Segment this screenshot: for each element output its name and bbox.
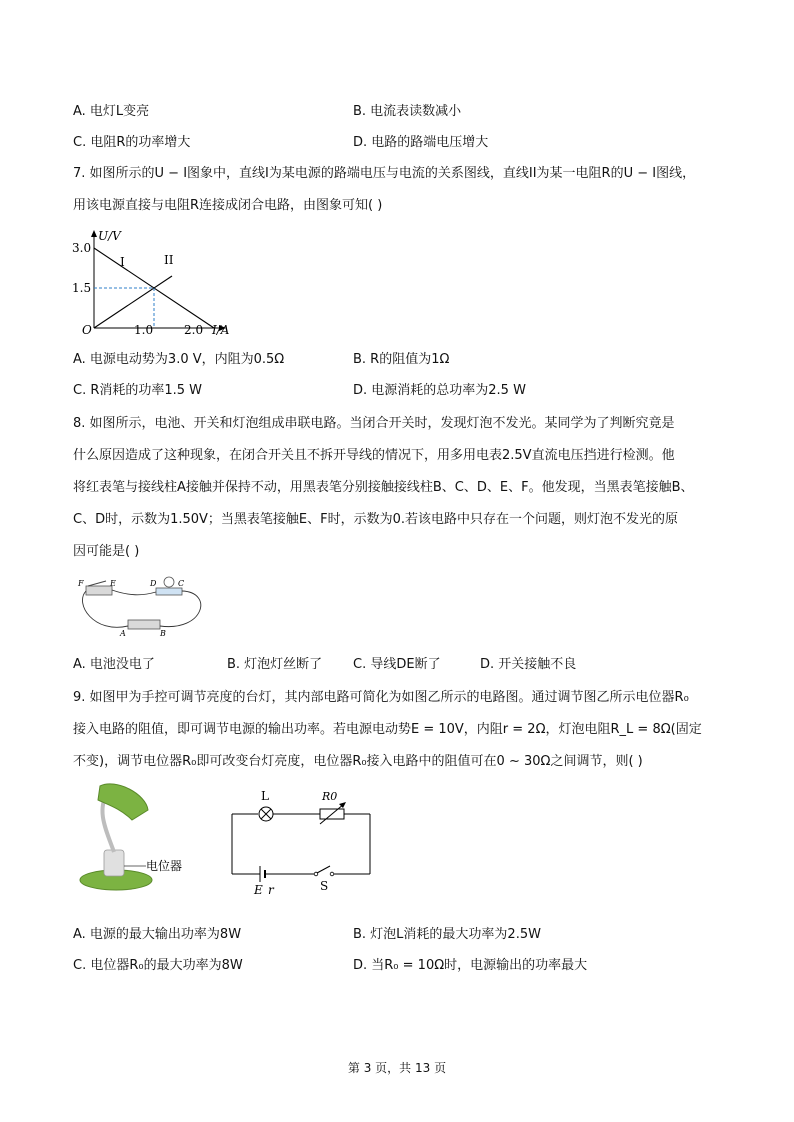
lamp-base [156, 588, 182, 595]
terminal-e: E [110, 579, 116, 588]
series-label-i: I [120, 255, 125, 269]
switch-blade [88, 581, 106, 586]
q6-option-a: A. 电灯L变亮 [73, 104, 150, 119]
terminal-a: A [120, 629, 126, 638]
emf-label: E [254, 883, 263, 897]
line-ii [94, 276, 172, 328]
q9-stem-line3: 不变)，调节电位器R₀即可改变台灯亮度，电位器R₀接入电路中的阻值可在0 ~ 30Ω之间调节，则( ) [73, 754, 643, 769]
series-label-ii: II [164, 253, 174, 267]
wire-cb [160, 591, 201, 627]
q6-option-c: C. 电阻R的功率增大 [73, 135, 191, 150]
q8-stem-line5: 因可能是( ) [73, 544, 140, 559]
q7-option-b: B. R的阻值为1Ω [353, 352, 450, 367]
q8-option-b: B. 灯泡灯丝断了 [227, 657, 323, 672]
q9-stem-line2: 接入电路的阻值，即可调节电源的输出功率。若电源电动势E = 10V，内阻r = 2Ω，灯泡电阻R_L = 8Ω(固定 [73, 722, 702, 737]
q9-circuit-diagram [224, 786, 380, 898]
q7-option-a: A. 电源电动势为3.0 V，内阻为0.5Ω [73, 352, 285, 367]
page-footer: 第 3 页，共 13 页 [347, 1061, 447, 1075]
lamp-stand [104, 850, 124, 876]
origin-label: O [82, 323, 92, 337]
terminal-c: C [178, 579, 185, 588]
terminal-f: F [78, 579, 84, 588]
q9-option-a: A. 电源的最大输出功率为8W [73, 927, 242, 942]
q9-option-c: C. 电位器R₀的最大功率为8W [73, 958, 243, 973]
terminal-b: B [160, 629, 166, 638]
q7-option-c: C. R消耗的功率1.5 W [73, 383, 203, 398]
q8-option-c: C. 导线DE断了 [353, 657, 441, 672]
q8-circuit-figure [74, 574, 214, 640]
switch-blade [317, 866, 330, 873]
lamp-label: L [261, 789, 269, 803]
wire-ed [112, 590, 156, 595]
q6-option-b: B. 电流表读数减小 [353, 104, 462, 119]
q7-ui-graph [72, 226, 232, 338]
y-tick-3: 3.0 [72, 241, 92, 255]
lamp-shade [98, 784, 148, 820]
q7-stem-line1: 7. 如图所示的U − I图象中，直线I为某电源的路端电压与电流的关系图线，直线II为某一电阻R的U − I图线， [73, 166, 696, 181]
x-axis-label: I/A [212, 323, 230, 337]
switch-base [86, 586, 112, 595]
potentiometer-label: 电位器 [146, 859, 183, 873]
y-axis-label: U/V [98, 229, 121, 243]
x-tick-1: 1.0 [134, 323, 154, 337]
rheostat-label: R0 [322, 790, 338, 803]
q8-stem-line3: 将红表笔与接线柱A接触并保持不动，用黑表笔分别接触接线柱B、C、D、E、F。他发现，当黑表笔接触B、 [73, 480, 694, 495]
wire-fa [82, 591, 128, 627]
q9-option-d: D. 当R₀ = 10Ω时，电源输出的功率最大 [353, 958, 588, 973]
q9-option-b: B. 灯泡L消耗的最大功率为2.5W [353, 927, 541, 942]
y-tick-1-5: 1.5 [72, 281, 92, 295]
q9-stem-line1: 9. 如图甲为手控可调节亮度的台灯，其内部电路可简化为如图乙所示的电路图。通过调节图乙所示电位器R₀ [73, 690, 689, 705]
bulb-icon [164, 577, 174, 587]
y-axis-arrow [91, 230, 97, 237]
q8-stem-line4: C、D时，示数为1.50V；当黑表笔接触E、F时，示数为0.若该电路中只存在一个问题，则灯泡不发光的原 [73, 512, 679, 527]
q8-option-a: A. 电池没电了 [73, 657, 155, 672]
terminal-d: D [150, 579, 157, 588]
switch-label: S [320, 879, 329, 893]
q6-option-d: D. 电路的路端电压增大 [353, 135, 489, 150]
q7-option-d: D. 电源消耗的总功率为2.5 W [353, 383, 526, 398]
q7-stem-line2: 用该电源直接与电阻R连接成闭合电路，由图象可知( ) [73, 198, 383, 213]
desk-lamp-figure [76, 780, 196, 896]
internal-r-label: r [268, 883, 274, 897]
q8-stem-line2: 什么原因造成了这种现象，在闭合开关且不拆开导线的情况下，用多用电表2.5V直流电压挡进行检测。他 [73, 448, 675, 463]
battery-holder [128, 620, 160, 629]
q8-option-d: D. 开关接触不良 [480, 657, 577, 672]
q8-stem-line1: 8. 如图所示，电池、开关和灯泡组成串联电路。当闭合开关时，发现灯泡不发光。某同学为了判断究竟是 [73, 416, 675, 431]
x-tick-2: 2.0 [184, 323, 204, 337]
